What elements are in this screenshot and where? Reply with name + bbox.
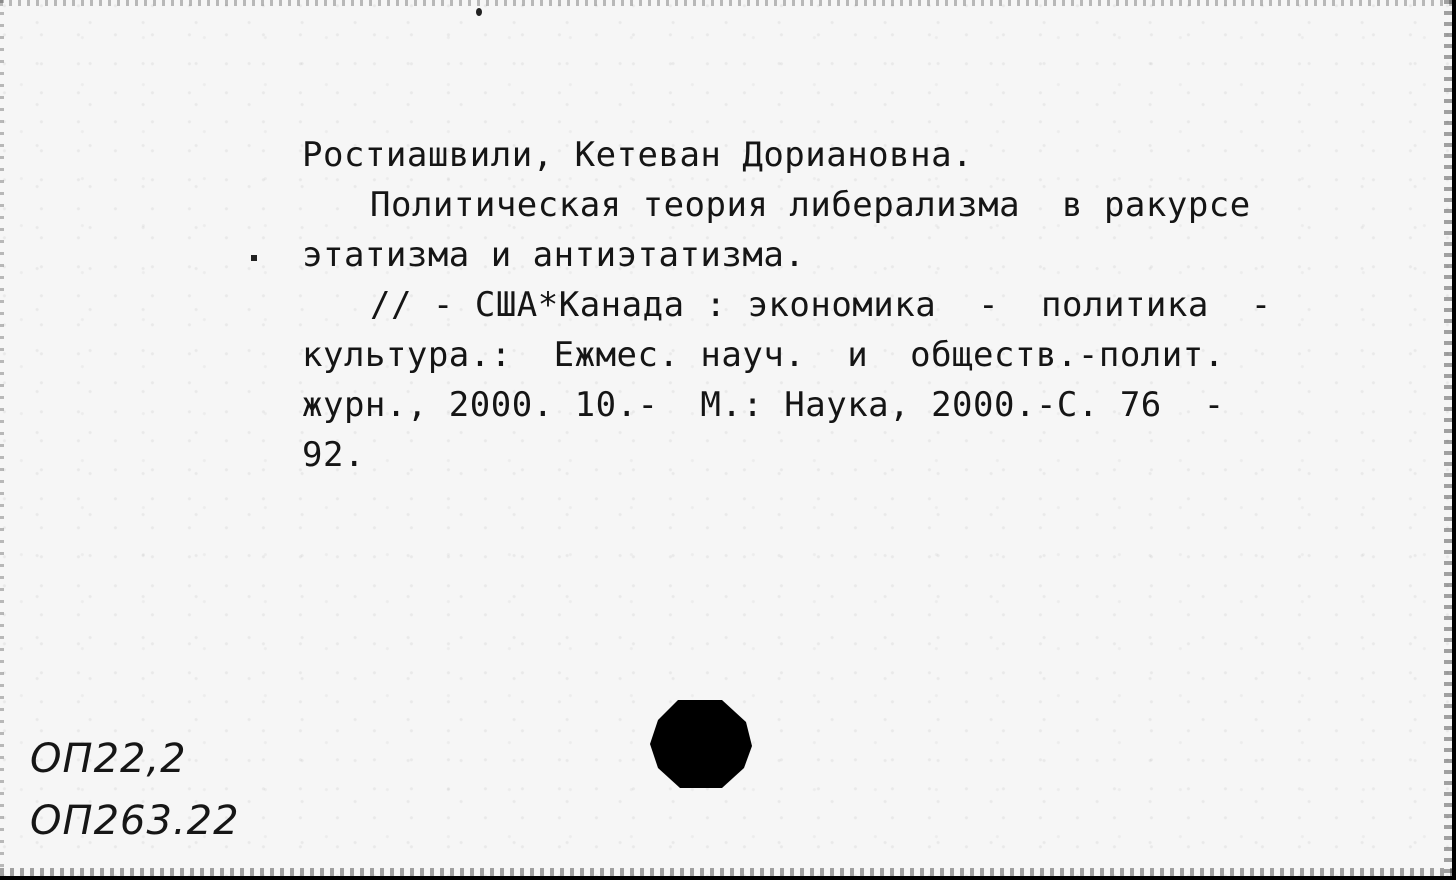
bibliographic-entry: [302, 130, 1402, 480]
call-number-1: ОП22,2: [30, 736, 187, 782]
margin-mark: [251, 255, 257, 261]
call-number-2: ОП263.22: [30, 798, 240, 844]
scan-border-top: [0, 0, 1452, 6]
scan-border-right: [1444, 0, 1452, 876]
source-line-2: культура.: Ежмес. науч. и обществ.-полит.: [302, 335, 1225, 375]
title-line-1: Политическая теория либерализма в ракурсе: [370, 185, 1251, 225]
author-line: Ростиашвили, Кетеван Дориановна.: [302, 135, 974, 175]
speck-mark: [476, 8, 482, 16]
scan-border-left: [0, 0, 4, 876]
call-numbers: [30, 728, 240, 852]
source-line-3: журн., 2000. 10.- М.: Наука, 2000.-С. 76 -: [302, 385, 1225, 425]
title-line-2: этатизма и антиэтатизма.: [302, 235, 806, 275]
punch-hole-icon: [648, 696, 754, 792]
source-line-4: 92.: [302, 435, 365, 475]
source-line-1: // - США*Канада : экономика - политика -: [370, 285, 1272, 325]
scan-border-bottom: [0, 868, 1452, 876]
